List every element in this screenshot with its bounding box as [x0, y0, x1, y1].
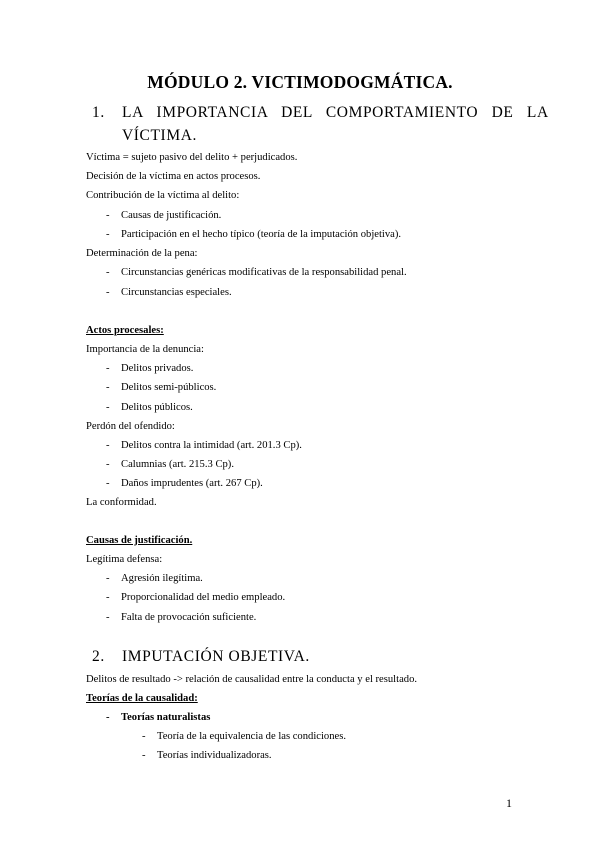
section-1-heading — [86, 104, 549, 144]
document-page: MÓDULO 2. VICTIMODOGMÁTICA. 1. LA IMPORTANCIA DEL COMPORTAMIENTO DE LA VÍCTIMA. Víctima = sujeto pasivo del delito + perjudicados. Decisión de la víctima en actos procesos. Contribución de la víctima al delito: - Causas de justificación. - Participación en el hecho típico (teoría de la imputación objetiva). Determinación de la pena: - Circunstancias genéricas modificativas de la responsabilidad penal. - Circunstancias especiales. Actos procesales: Importancia de la denuncia: - Delitos privados. - Delitos semi-públicos. - Delitos públicos. Perdón del ofendido: - Delitos contra la intimidad (art. 201.3 Cp). - Calumnias (art. 215.3 Cp). - Daños imprudentes (art. 267 Cp). La conformidad. Causas de justificación. Legítima defensa: - Agresión ilegítima. - Proporcionalidad del medio empleado. - Falta de provocación suficiente. 2. IMPUTACIÓN OBJETIVA. Delitos de resultado -> relación de causalidad entre la conducta y el resultado. Teorías de la causalidad: - Teorías naturalistas - Teoría de la equivalencia de las condiciones. - Teorías individualizadoras. 1 — [0, 0, 600, 848]
section-1-title-line-1: LA IMPORTANCIA DEL COMPORTAMIENTO DE LA — [122, 104, 549, 121]
section-2-number: 2. — [92, 648, 105, 665]
list-item-text: Circunstancias especiales. — [121, 287, 232, 298]
list-item-text: Teorías naturalistas — [121, 712, 211, 723]
section-2-title: IMPUTACIÓN OBJETIVA. — [122, 648, 310, 665]
teorias-causalidad-heading: Teorías de la causalidad: — [86, 693, 198, 704]
text-decision: Decisión de la víctima en actos procesos. — [86, 171, 261, 182]
list-item-text: Circunstancias genéricas modificativas de la responsabilidad penal. — [121, 267, 407, 278]
page-number: 1 — [506, 796, 512, 810]
list-item-text: Delitos contra la intimidad (art. 201.3 Cp). — [121, 440, 302, 451]
text-victima: Víctima = sujeto pasivo del delito + perjudicados. — [86, 152, 298, 163]
list-item-text: Agresión ilegítima. — [121, 573, 203, 584]
section-1-title-line-2: VÍCTIMA. — [122, 127, 197, 144]
list-item-text: Delitos públicos. — [121, 402, 193, 413]
list-item-text: Causas de justificación. — [121, 210, 222, 221]
text-importancia: Importancia de la denuncia: — [86, 344, 204, 355]
list-item-text: Teorías individualizadoras. — [157, 750, 272, 761]
list-item-text: Falta de provocación suficiente. — [121, 612, 257, 623]
list-item-text: Teoría de la equivalencia de las condiciones. — [157, 731, 346, 742]
section-2-heading — [86, 648, 516, 670]
actos-procesales-heading: Actos procesales: — [86, 325, 164, 336]
text-perdon: Perdón del ofendido: — [86, 421, 175, 432]
page-title: MÓDULO 2. VICTIMODOGMÁTICA. — [147, 72, 453, 92]
list-item-text: Calumnias (art. 215.3 Cp). — [121, 459, 234, 470]
text-legitima-defensa: Legítima defensa: — [86, 554, 163, 565]
section-1-number: 1. — [92, 104, 105, 121]
text-delitos-resultado: Delitos de resultado -> relación de causalidad entre la conducta y el resultado. — [86, 674, 418, 685]
causas-justificacion-heading: Causas de justificación. — [86, 535, 193, 546]
text-determinacion: Determinación de la pena: — [86, 248, 198, 259]
text-conformidad: La conformidad. — [86, 497, 157, 508]
list-item-text: Participación en el hecho típico (teoría de la imputación objetiva). — [121, 229, 402, 240]
list-item-text: Daños imprudentes (art. 267 Cp). — [121, 478, 263, 489]
text-contribucion: Contribución de la víctima al delito: — [86, 190, 240, 201]
list-item-text: Delitos privados. — [121, 363, 194, 374]
list-item-text: Delitos semi-públicos. — [121, 382, 217, 393]
list-item-text: Proporcionalidad del medio empleado. — [121, 592, 286, 603]
